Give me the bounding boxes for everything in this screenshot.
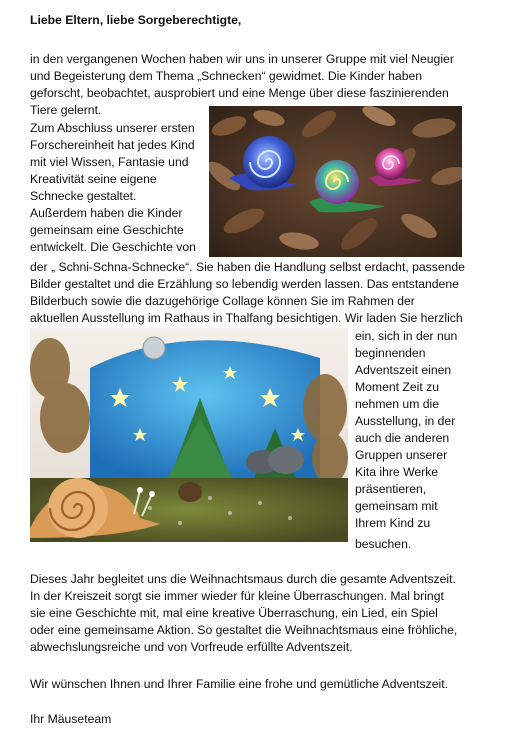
intro-line: Tiere gelernt. [30, 103, 102, 117]
right-column-line: besuchen. [355, 537, 412, 551]
right-column-line: Kita ihre Werke [355, 465, 439, 479]
snail-sculptures-photo [209, 106, 462, 257]
advent-line: sie eine Geschichte mit, mal eine kreative Überraschung, ein Lied, ein Spiel [30, 606, 438, 620]
left-column-line: gemeinsam eine Geschichte [30, 223, 184, 237]
intro-line: geforscht, beobachtet, ausprobiert und eine Menge über diese faszinierenden [30, 86, 449, 100]
right-column-line: auch die anderen [355, 431, 450, 445]
right-column-line: gemeinsam mit [355, 499, 438, 513]
advent-line: Dieses Jahr begleitet uns die Weihnachtsmaus durch die gesamte Adventszeit. [30, 572, 456, 586]
body-line: aktuellen Ausstellung im Rathaus in Thalfang besichtigen. Wir laden Sie herzlich [30, 311, 463, 325]
right-column-line: Ausstellung, in der [355, 414, 456, 428]
body-line: der „ Schni-Schna-Schnecke“. Sie haben die Handlung selbst erdacht, passende [30, 260, 465, 274]
right-column-line: ein, sich in der nun [355, 329, 458, 343]
right-column-line: Moment Zeit zu [355, 380, 439, 394]
body-line: Bilderbuch sowie die dazugehörige Collage können Sie im Rahmen der [30, 294, 415, 308]
intro-line: und Begeisterung dem Thema „Schnecken“ gewidmet. Die Kinder haben [30, 69, 423, 83]
right-column-line: Ihrem Kind zu [355, 516, 431, 530]
left-column-line: Schnecke gestaltet. [30, 189, 137, 203]
intro-line: in den vergangenen Wochen haben wir uns in unserer Gruppe mit viel Neugier [30, 52, 454, 66]
left-column-line: mit viel Wissen, Fantasie und [30, 155, 189, 169]
exhibition-collage-photo [30, 328, 348, 542]
closing-line: Wir wünschen Ihnen und Ihrer Familie eine frohe und gemütliche Adventszeit. [30, 677, 448, 691]
right-column-line: nehmen um die [355, 397, 440, 411]
advent-line: oder eine gemeinsame Aktion. So gestaltet die Weihnachtsmaus eine fröhliche, [30, 623, 458, 637]
advent-line: In der Kreiszeit sorgt sie immer wieder für kleine Überraschungen. Mal bringt [30, 589, 444, 603]
left-column-line: Außerdem haben die Kinder [30, 206, 183, 220]
left-column-line: Zum Abschluss unserer ersten [30, 121, 195, 135]
advent-line: abwechslungsreiche und von Vorfreude erfüllte Adventszeit. [30, 640, 353, 654]
signature: Ihr Mäuseteam [30, 712, 112, 726]
left-column-line: Kreativität seine eigene [30, 172, 157, 186]
right-column-line: präsentieren, [355, 482, 427, 496]
right-column-line: beginnenden [355, 346, 426, 360]
right-column-line: Gruppen unserer [355, 448, 448, 462]
right-column-line: Adventszeit einen [355, 363, 452, 377]
left-column-line: Forschereinheit hat jedes Kind [30, 138, 195, 152]
letter-greeting: Liebe Eltern, liebe Sorgeberechtigte, [30, 13, 242, 27]
body-line: Bilder gestaltet und die Erzählung so lebendig werden lassen. Das entstandene [30, 277, 459, 291]
left-column-line: entwickelt. Die Geschichte von [30, 240, 196, 254]
